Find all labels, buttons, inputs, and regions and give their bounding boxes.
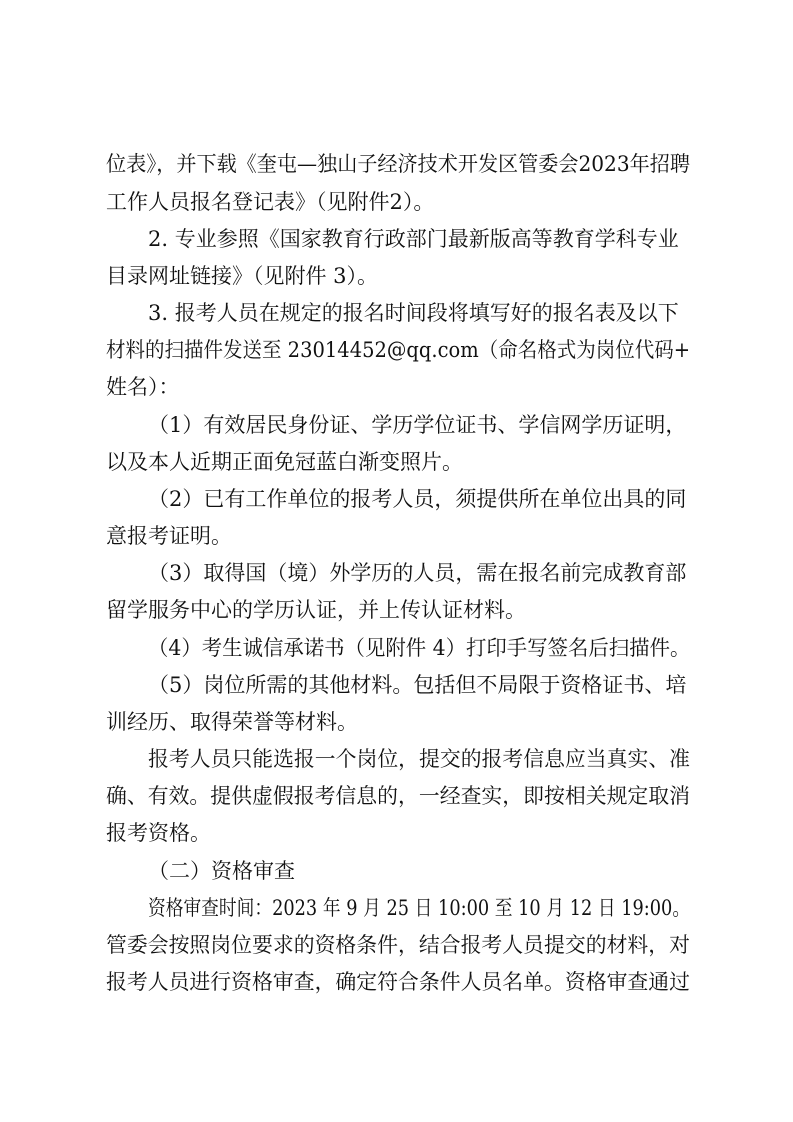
line-text: 位表》，并下载《奎屯—独山子经济技术开发区管委会2023年招聘	[106, 152, 690, 176]
paragraph-line	[0, 665, 793, 705]
line-text: 以及本人近期正面免冠蓝白渐变照片。	[106, 450, 463, 474]
paragraph-line	[0, 628, 793, 668]
line-text: 确、有效。提供虚假报考信息的，一经查实，即按相关规定取消	[106, 784, 691, 808]
paragraph-line	[0, 702, 793, 742]
line-text: 目录网址链接》（见附件 3）。	[106, 264, 379, 288]
line-text: 材料的扫描件发送至 23014452@qq.com（命名格式为岗位代码+	[106, 338, 691, 362]
paragraph-line	[0, 590, 793, 630]
line-text: 3. 报考人员在规定的报名时间段将填写好的报名表及以下	[148, 301, 679, 325]
paragraph-line	[0, 219, 793, 259]
paragraph-line	[0, 442, 793, 482]
line-text: 资格审查时间：2023 年 9 月 25 日 10:00 至 10 月 12 日 19:00。	[148, 896, 691, 920]
paragraph-line	[0, 144, 793, 184]
paragraph-line	[0, 405, 793, 445]
paragraph-line	[0, 553, 793, 593]
line-text: 报考人员只能选报一个岗位，提交的报考信息应当真实、准	[148, 747, 691, 771]
paragraph-line	[0, 776, 793, 816]
line-text: 报考资格。	[106, 821, 211, 845]
line-text: 管委会按照岗位要求的资格条件，结合报考人员提交的材料，对	[106, 933, 691, 957]
line-text: （2）已有工作单位的报考人员，须提供所在单位出具的同	[148, 487, 687, 511]
paragraph-line	[0, 888, 793, 928]
line-text: （5）岗位所需的其他材料。包括但不局限于资格证书、培	[148, 673, 687, 697]
line-text: （3）取得国（境）外学历的人员，需在报名前完成教育部	[148, 561, 687, 585]
paragraph-line	[0, 739, 793, 779]
paragraph-line	[0, 516, 793, 556]
paragraph-line	[0, 479, 793, 519]
paragraph-line	[0, 813, 793, 853]
line-text: （4）考生诚信承诺书（见附件 4）打印手写签名后扫描件。	[148, 636, 691, 660]
paragraph-line	[0, 925, 793, 965]
line-text: 姓名）：	[106, 375, 180, 399]
paragraph-line	[0, 962, 793, 1002]
line-text: 工作人员报名登记表》（见附件2）。	[106, 190, 435, 214]
line-text: 报考人员进行资格审查，确定符合条件人员名单。资格审查通过	[106, 970, 691, 994]
paragraph-line	[0, 293, 793, 333]
line-text: （二）资格审查	[148, 859, 295, 883]
paragraph-line	[0, 182, 793, 222]
line-text: 意报考证明。	[106, 524, 232, 548]
paragraph-line	[0, 330, 793, 370]
line-text: 留学服务中心的学历认证，并上传认证材料。	[106, 598, 526, 622]
line-text: 2. 专业参照《国家教育行政部门最新版高等教育学科专业	[148, 227, 679, 251]
paragraph-line	[0, 367, 793, 407]
paragraph-line	[0, 256, 793, 296]
line-text: 训经历、取得荣誉等材料。	[106, 710, 358, 734]
line-text: （1）有效居民身份证、学历学位证书、学信网学历证明，	[148, 413, 687, 437]
section-heading	[0, 851, 793, 891]
